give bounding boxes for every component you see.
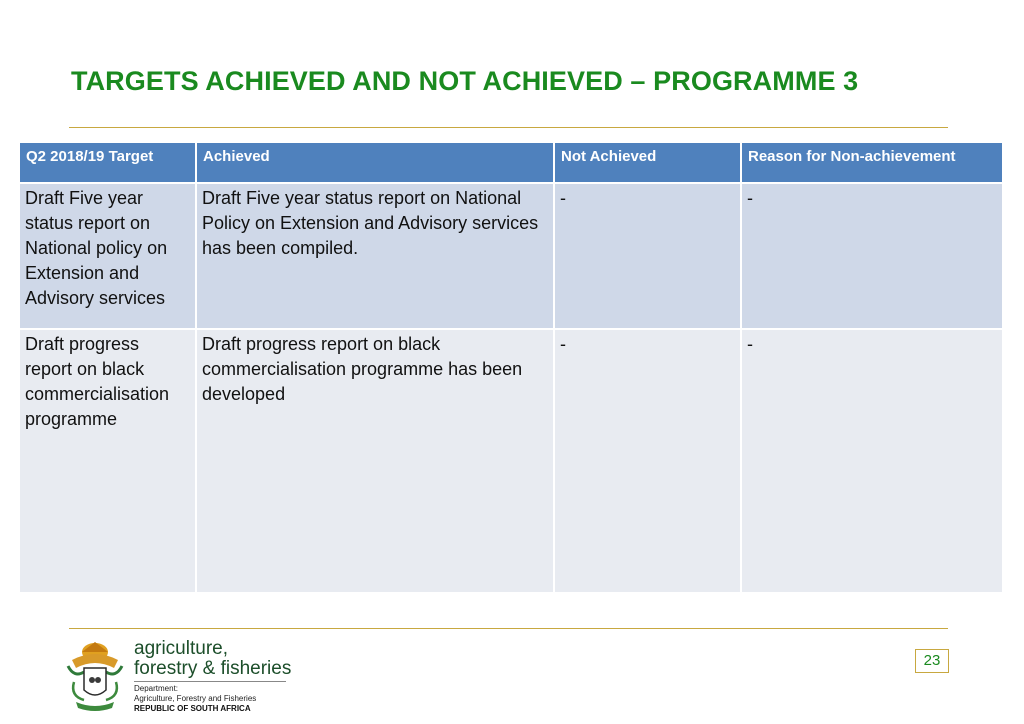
title-divider — [69, 127, 948, 128]
header-target: Q2 2018/19 Target — [19, 142, 196, 183]
cell-not-achieved: - — [554, 329, 741, 593]
brand-line-1: agriculture, — [134, 638, 228, 659]
table-row — [19, 183, 1003, 329]
cell-target: Draft Five year status report on National policy on Extension and Advisory services — [19, 183, 196, 329]
header-not-achieved: Not Achieved — [554, 142, 741, 183]
department-logo — [66, 638, 296, 714]
cell-reason: - — [741, 183, 1003, 329]
footer-divider — [69, 628, 948, 629]
header-achieved: Achieved — [196, 142, 554, 183]
country-name: REPUBLIC OF SOUTH AFRICA — [134, 704, 251, 713]
table-row — [19, 329, 1003, 593]
cell-target: Draft progress report on black commercialisation programme — [19, 329, 196, 593]
cell-reason: - — [741, 329, 1003, 593]
header-reason: Reason for Non-achievement — [741, 142, 1003, 183]
cell-achieved: Draft progress report on black commercialisation programme has been developed — [196, 329, 554, 593]
page-number: 23 — [915, 649, 949, 673]
brand-line-2: forestry & fisheries — [134, 658, 292, 679]
cell-achieved: Draft Five year status report on National Policy on Extension and Advisory services has been compiled. — [196, 183, 554, 329]
slide-title: TARGETS ACHIEVED AND NOT ACHIEVED – PROGRAMME 3 — [71, 66, 859, 96]
table-header-row — [19, 142, 1003, 183]
brand-divider — [134, 681, 286, 682]
department-label: Department: — [134, 684, 179, 693]
department-name: Agriculture, Forestry and Fisheries — [134, 694, 257, 703]
targets-table — [18, 141, 1004, 594]
cell-not-achieved: - — [554, 183, 741, 329]
coat-of-arms-icon — [66, 638, 124, 712]
